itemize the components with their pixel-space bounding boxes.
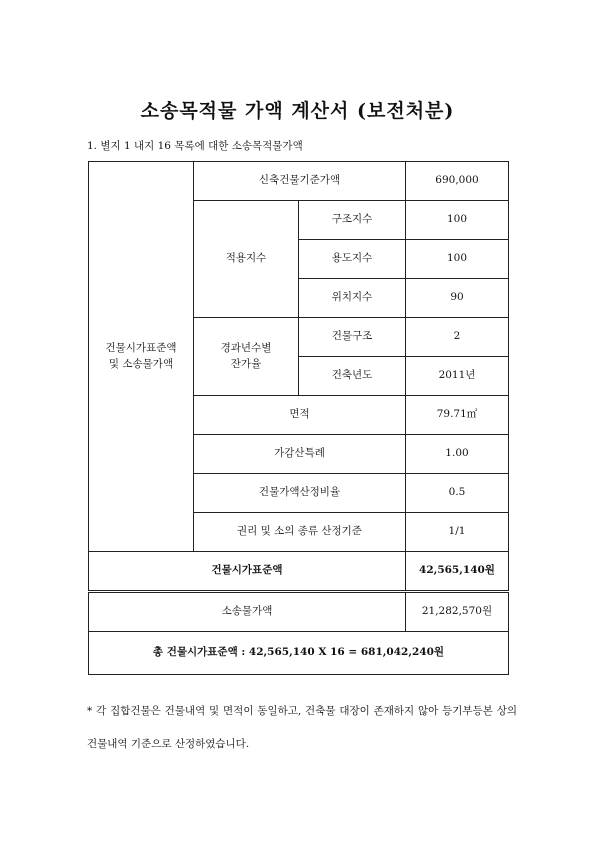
table-row: [89, 552, 509, 592]
group-label-line1: 건물시가표준액: [105, 342, 177, 355]
table-row: [89, 592, 509, 632]
structure-index-label: 구조지수: [299, 201, 406, 240]
group-label-line2: 및 소송물가액: [108, 357, 174, 370]
use-index-label: 용도지수: [299, 240, 406, 279]
area-value: 79.71㎡: [406, 396, 509, 435]
table-row: [89, 162, 509, 201]
area-label: 면적: [194, 396, 406, 435]
depreciation-label-cell: [194, 318, 299, 396]
applied-index-label: 적용지수: [194, 201, 299, 318]
document-title: 소송목적물 가액 계산서 (보전처분): [140, 100, 455, 122]
use-index-value: 100: [406, 240, 509, 279]
building-structure-value: 2: [406, 318, 509, 357]
valuation-table: [88, 161, 509, 675]
ratio-value: 0.5: [406, 474, 509, 513]
special-label: 가감산특례: [194, 435, 406, 474]
standard-price-value: 42,565,140원: [406, 552, 509, 592]
lawsuit-value-value: 21,282,570원: [406, 592, 509, 632]
total-line: 총 건물시가표준액 : 42,565,140 X 16 = 681,042,240원: [89, 632, 509, 675]
lawsuit-value-label: 소송물가액: [89, 592, 406, 632]
location-index-value: 90: [406, 279, 509, 318]
rights-label: 권리 및 소의 종류 산정기준: [194, 513, 406, 552]
depreciation-label-line2: 잔가율: [230, 357, 262, 370]
location-index-label: 위치지수: [299, 279, 406, 318]
section-subtitle: 1. 별지 1 내지 16 목록에 대한 소송목적물가액: [87, 140, 303, 152]
structure-index-value: 100: [406, 201, 509, 240]
footnote: * 각 집합건물은 건물내역 및 면적이 동일하고, 건축물 대장이 존재하지 않아 등기부등본 상의 건물내역 기준으로 산정하였습니다.: [87, 705, 517, 750]
special-value: 1.00: [406, 435, 509, 474]
group-label-cell: [89, 162, 194, 552]
ratio-label: 건물가액산정비율: [194, 474, 406, 513]
build-year-value: 2011년: [406, 357, 509, 396]
standard-price-label: 건물시가표준액: [89, 552, 406, 592]
new-building-value: 690,000: [406, 162, 509, 201]
building-structure-label: 건물구조: [299, 318, 406, 357]
rights-value: 1/1: [406, 513, 509, 552]
new-building-label: 신축건물기준가액: [194, 162, 406, 201]
build-year-label: 건축년도: [299, 357, 406, 396]
table-row: [89, 632, 509, 675]
depreciation-label-line1: 경과년수별: [220, 342, 272, 355]
